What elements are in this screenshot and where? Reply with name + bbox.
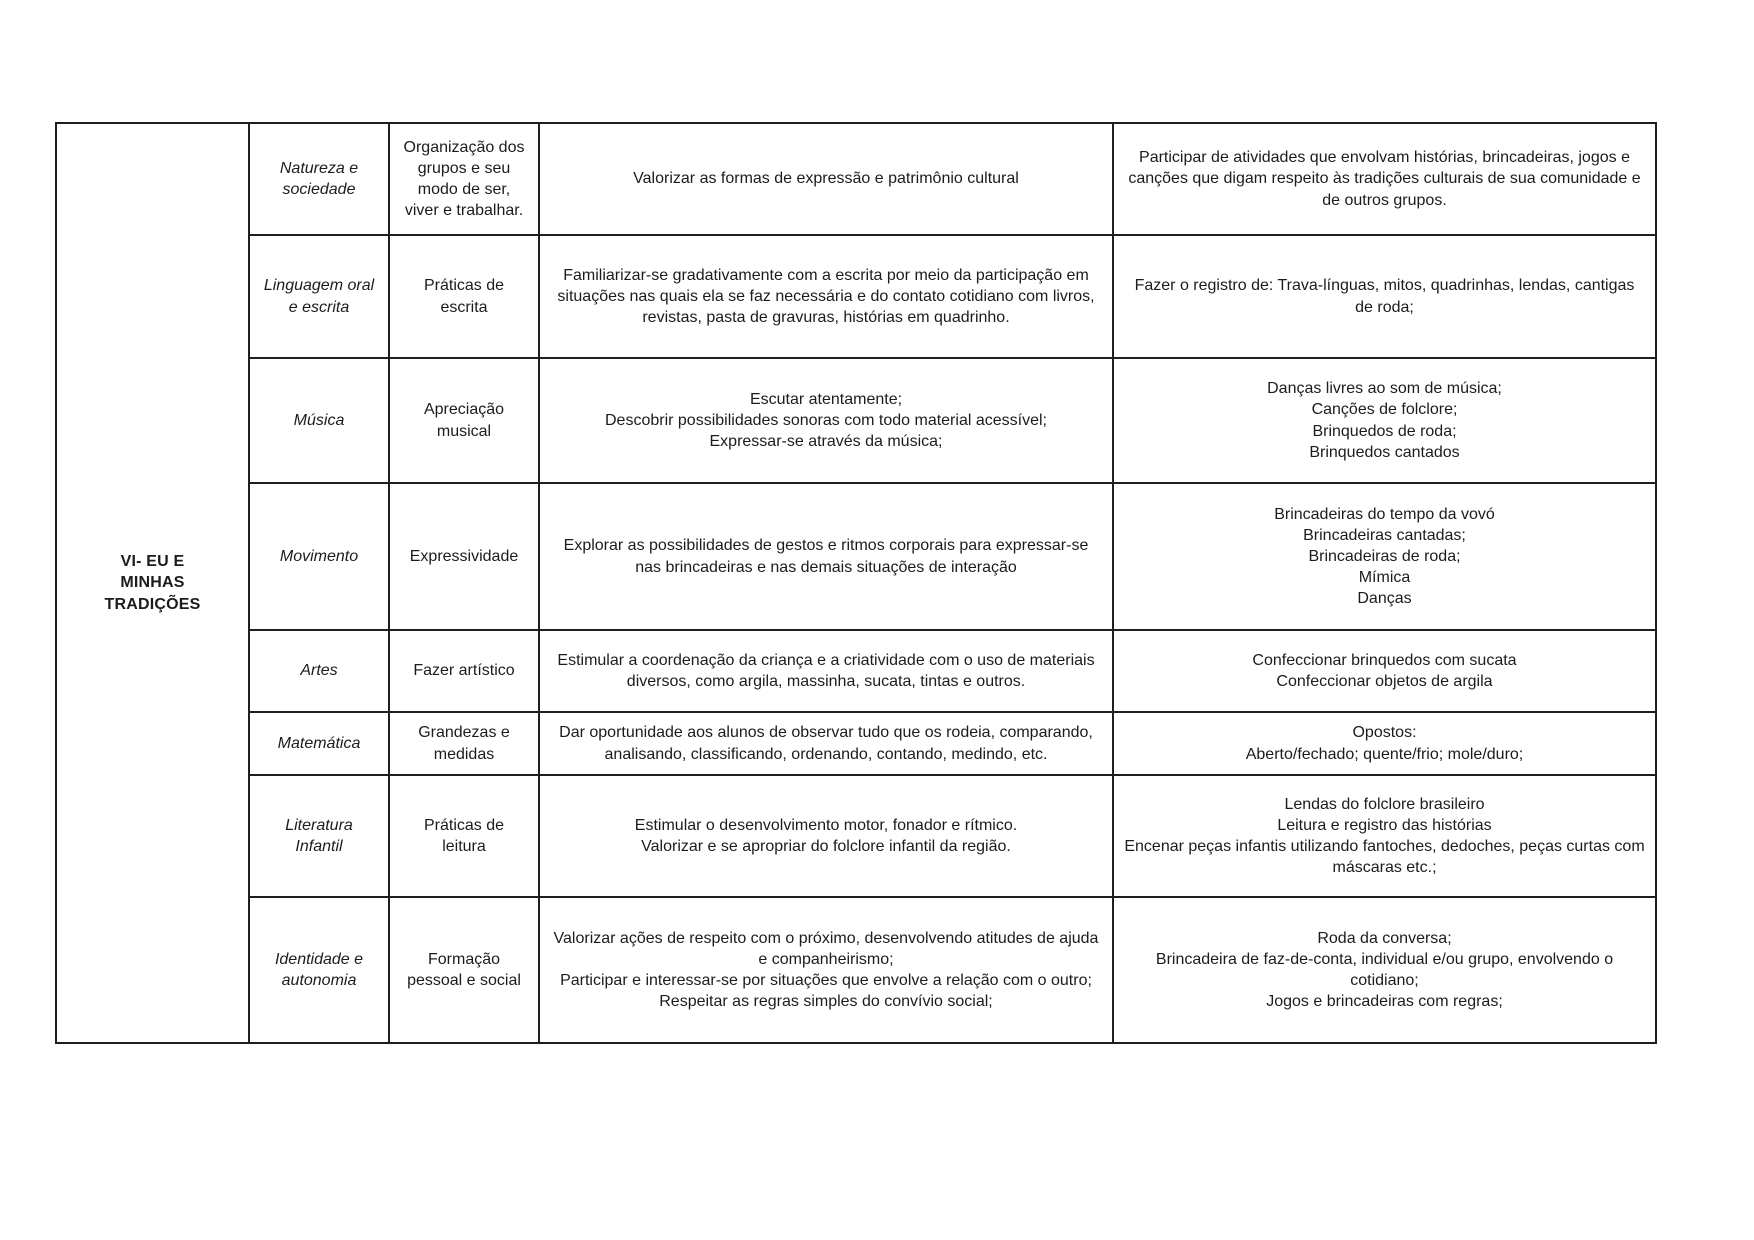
text-line: Expressar-se através da música; xyxy=(709,433,943,451)
activities-cell xyxy=(1113,775,1656,897)
text-line: Dar oportunidade aos alunos de observar tudo que os rodeia, comparando, analisando, classificando, ordenando, contando, medindo, etc. xyxy=(559,724,1093,763)
text-line: Leitura e registro das histórias xyxy=(1277,816,1492,834)
text-line: Canções de folclore; xyxy=(1311,401,1458,419)
table-row xyxy=(56,483,1656,630)
text-line: Brincadeiras do tempo da vovó xyxy=(1274,505,1495,523)
text-line: Aberto/fechado; quente/frio; mole/duro; xyxy=(1245,745,1524,763)
table-row xyxy=(56,123,1656,235)
area-cell: Identidade e autonomia xyxy=(249,897,389,1043)
table-row xyxy=(56,712,1656,775)
text-line: Valorizar as formas de expressão e patrimônio cultural xyxy=(633,170,1019,188)
table-row xyxy=(56,775,1656,897)
text-line: Participar e interessar-se por situações que envolve a relação com o outro; xyxy=(560,972,1092,989)
text-line: Familiarizar-se gradativamente com a escrita por meio da participação em situações nas quais ela se faz necessária e do contato cotidiano com livros, revistas, pasta de gravuras, histórias em quadrinho. xyxy=(557,266,1095,327)
text-line: Danças xyxy=(1357,590,1412,608)
text-line: Valorizar ações de respeito com o próximo, desenvolvendo atitudes de ajuda e companheirismo; xyxy=(553,929,1099,968)
text-line: Explorar as possibilidades de gestos e ritmos corporais para expressar-se nas brincadeiras e nas demais situações de interação xyxy=(563,537,1089,576)
text-line: Respeitar as regras simples do convívio social; xyxy=(659,993,993,1011)
text-line: Brinquedos cantados xyxy=(1309,443,1460,461)
block-cell: Expressividade xyxy=(389,483,539,630)
text-line: Participar de atividades que envolvam histórias, brincadeiras, jogos e canções que digam respeito às tradições culturais de sua comunidade e de outros grupos. xyxy=(1128,149,1641,209)
activities-cell xyxy=(1113,358,1656,483)
area-cell: Movimento xyxy=(249,483,389,630)
text-line: Fazer o registro de: Trava-línguas, mitos, quadrinhas, lendas, cantigas de roda; xyxy=(1134,277,1635,316)
text-line: MINHAS xyxy=(120,574,185,592)
text-line: Brincadeira de faz-de-conta, individual e/ou grupo, envolvendo o cotidiano; xyxy=(1155,950,1614,989)
theme-cell xyxy=(56,123,249,1043)
block-cell: Apreciação musical xyxy=(389,358,539,483)
block-cell: Formação pessoal e social xyxy=(389,897,539,1043)
text-line: Confeccionar brinquedos com sucata xyxy=(1252,651,1517,669)
objectives-cell xyxy=(539,775,1113,897)
text-line: Brincadeiras cantadas; xyxy=(1303,526,1466,544)
block-cell: Grandezas e medidas xyxy=(389,712,539,775)
text-line: TRADIÇÕES xyxy=(104,595,201,613)
text-line: Encenar peças infantis utilizando fantoches, dedoches, peças curtas com máscaras etc.; xyxy=(1124,838,1645,877)
activities-cell xyxy=(1113,483,1656,630)
curriculum-table xyxy=(55,122,1657,1044)
table-row xyxy=(56,630,1656,712)
table-row xyxy=(56,897,1656,1043)
block-cell: Fazer artístico xyxy=(389,630,539,712)
area-cell: Matemática xyxy=(249,712,389,775)
table-row xyxy=(56,358,1656,483)
text-line: VI- EU E xyxy=(120,553,185,571)
block-cell: Organização dos grupos e seu modo de ser, viver e trabalhar. xyxy=(389,123,539,235)
text-line: Danças livres ao som de música; xyxy=(1267,380,1502,398)
text-line: Roda da conversa; xyxy=(1317,929,1452,947)
text-line: Confeccionar objetos de argila xyxy=(1276,673,1493,690)
activities-cell xyxy=(1113,630,1656,712)
text-line: Escutar atentamente; xyxy=(749,390,903,408)
text-line: Brincadeiras de roda; xyxy=(1308,547,1461,565)
objectives-cell xyxy=(539,123,1113,235)
area-cell: Natureza e sociedade xyxy=(249,123,389,235)
table-row xyxy=(56,235,1656,358)
area-cell: Linguagem oral e escrita xyxy=(249,235,389,358)
objectives-cell xyxy=(539,897,1113,1043)
activities-cell xyxy=(1113,123,1656,235)
block-cell: Práticas de leitura xyxy=(389,775,539,897)
activities-cell xyxy=(1113,897,1656,1043)
text-line: Descobrir possibilidades sonoras com todo material acessível; xyxy=(605,411,1047,429)
activities-cell xyxy=(1113,712,1656,775)
block-cell: Práticas de escrita xyxy=(389,235,539,358)
objectives-cell xyxy=(539,235,1113,358)
text-line: Estimular a coordenação da criança e a criatividade com o uso de materiais diversos, como argila, massinha, sucata, tintas e outros. xyxy=(557,651,1095,690)
text-line: Estimular o desenvolvimento motor, fonador e rítmico. xyxy=(634,816,1018,834)
objectives-cell xyxy=(539,358,1113,483)
objectives-cell xyxy=(539,712,1113,775)
area-cell: Literatura Infantil xyxy=(249,775,389,897)
text-line: Opostos: xyxy=(1352,724,1417,742)
activities-cell xyxy=(1113,235,1656,358)
objectives-cell xyxy=(539,483,1113,630)
text-line: Jogos e brincadeiras com regras; xyxy=(1266,993,1503,1011)
text-line: Brinquedos de roda; xyxy=(1312,422,1457,440)
objectives-cell xyxy=(539,630,1113,712)
text-line: Lendas do folclore brasileiro xyxy=(1284,795,1485,813)
area-cell: Artes xyxy=(249,630,389,712)
area-cell: Música xyxy=(249,358,389,483)
text-line: Valorizar e se apropriar do folclore infantil da região. xyxy=(641,838,1011,855)
text-line: Mímica xyxy=(1358,569,1411,587)
